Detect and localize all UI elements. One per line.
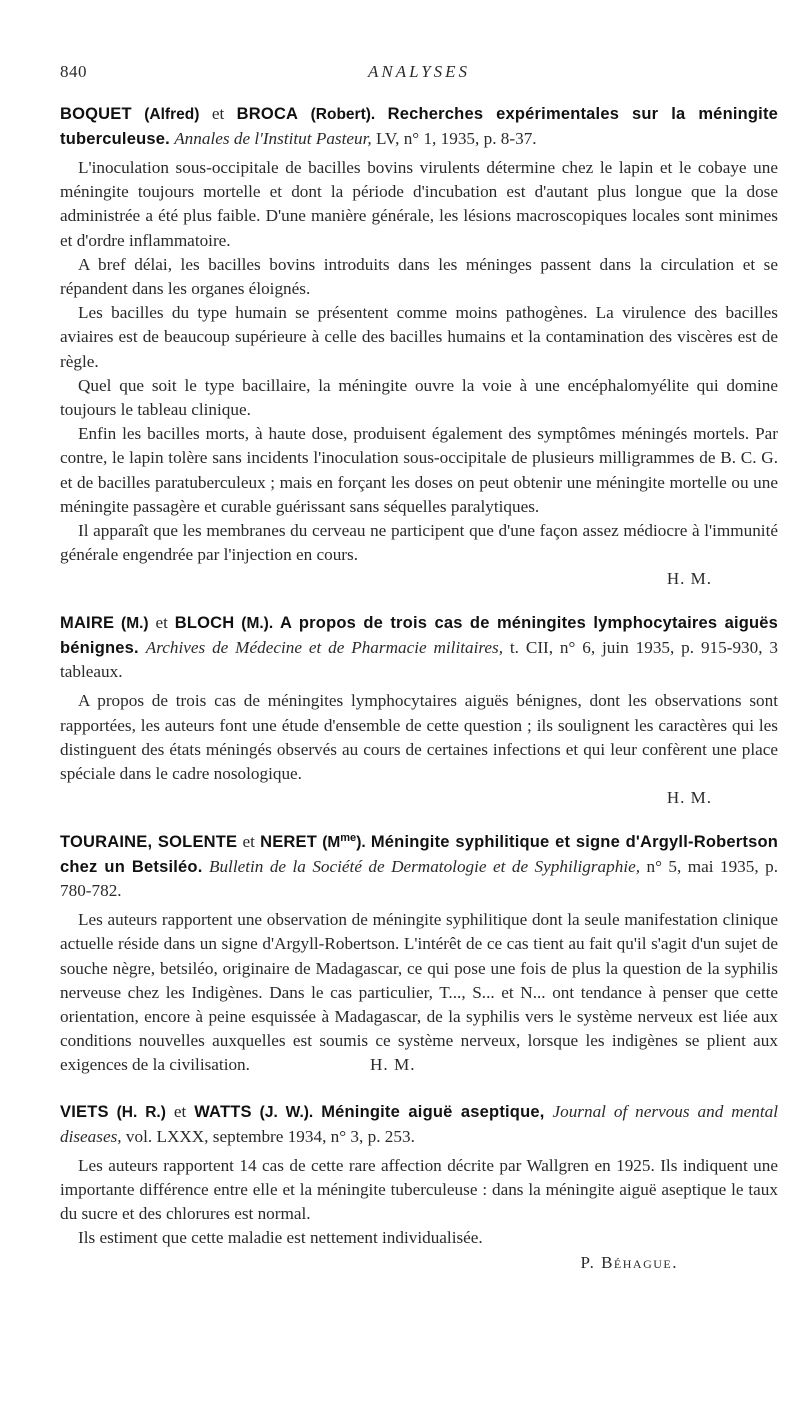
author-name: WATTS (194, 1102, 252, 1121)
author-name: BOQUET (60, 105, 132, 123)
article-title: Méningite aiguë aseptique, (321, 1102, 545, 1121)
author-title-prefix: (M (322, 834, 341, 852)
abstract-paragraph: L'inoculation sous-occipitale de bacilles bovins virulents détermine chez le lapin et le cobaye une méningite toujours mortelle et dont la période d'incubation est d'autant plus longue que la dose administrée a été plus faible. D'une manière générale, les lésions macroscopiques locales sont minimes et d'ordre inflammatoire. (60, 158, 778, 250)
journal-name: Bulletin de la Société de Dermatologie et de Syphiligraphie, (208, 857, 641, 877)
abstract-paragraph: Enfin les bacilles morts, à haute dose, produisent également des symptômes méningés mortels. Par contre, le lapin tolère sans incidents l'inoculation sous-occipitale de plusieurs milligrammes de B. C. G. et de bacilles paratuberculeux ; mais en forçant les doses on peut obtenir une méningite mortelle ou une méningite passagère et curable guérissant sans séquelles paralytiques. (60, 424, 778, 516)
conjunction: et (211, 104, 225, 123)
conjunction: et (173, 1101, 187, 1121)
abstract-paragraph: A bref délai, les bacilles bovins introduits dans les méninges passent dans la circulation et se répandent dans les organes éloignés. (60, 254, 778, 299)
reviewer-signature: H. M. (369, 1055, 416, 1075)
conjunction: et (155, 613, 168, 633)
author-name: NERET (260, 833, 317, 852)
page-number: 840 (60, 62, 87, 81)
abstract-entry (60, 611, 778, 808)
abstract-paragraph: Il apparaît que les membranes du cerveau ne participent que d'une façon assez médiocre à l'immunité générale engendrée par l'injection en cours. (60, 521, 778, 565)
reviewer-signature: H. M. (666, 569, 712, 589)
citation (60, 611, 778, 684)
author-firstname: (Alfred) (144, 106, 200, 123)
author-firstname: (J. W.). (259, 1103, 314, 1121)
author-name: BLOCH (174, 614, 235, 633)
article-title: Méningite syphilitique et signe d'Argyll-Robertson chez un Betsiléo. (60, 833, 778, 877)
abstract-entry (60, 102, 778, 589)
journal-reference: n° 5, mai 1935, p. 780-782. (60, 857, 778, 901)
author-firstname (322, 834, 365, 851)
abstract-paragraph: Les auteurs rapportent 14 cas de cette rare affection décrite par Wallgren en 1925. Ils indiquent une importante différence entre elle et la méningite tuberculeuse : dans la méningite aiguë aseptique le taux du sucre et des chlorures est normal. (60, 1155, 778, 1224)
running-head: ANALYSES (367, 62, 471, 81)
author-firstname: (M.) (121, 615, 149, 633)
reviewer-signature: H. M. (666, 788, 712, 808)
abstract-text: Les auteurs rapportent une observation de méningite syphilitique dont la seule manifestation clinique actuelle réside dans un signe d'Argyll-Robertson. L'intérêt de ce cas tient au fait qu'il s'agit d'un sujet de souche nègre, betsiléo, originaire de Madagascar, ce qui pose une fois de plus la question de la syphilis nerveuse chez les Indigènes. Dans le cas particulier, T..., S... et N... ont tendance à penser que cette orientation, encore à peine esquissée à Madagascar, de la syphilis vers le système nerveux est liée aux conditions nouvelles auxquelles est soumis ce système nerveux, lorsque les indigènes se plient aux exigences de la civilisation. (60, 910, 778, 1075)
abstract-entry (60, 1100, 778, 1273)
author-firstname: (Robert). (310, 106, 376, 123)
abstract-paragraph: Les bacilles du type humain se présentent comme moins pathogènes. La virulence des bacilles aviaires est de beaucoup supérieure à celle des bacilles humains et la contamination des viscères est de règle. (60, 303, 778, 371)
abstract-paragraph: Quel que soit le type bacillaire, la méningite ouvre la voie à une encéphalomyélite qui domine toujours le tableau clinique. (60, 375, 778, 420)
reviewer-signature: P. Béhague. (580, 1252, 678, 1272)
author-title-superscript: me (340, 832, 357, 845)
journal-name: Archives de Médecine et de Pharmacie militaires, (145, 638, 504, 658)
author-name: MAIRE (60, 614, 115, 633)
abstract-entry (60, 830, 778, 1077)
article-title: A propos de trois cas de méningites lymphocytaires aiguës bénignes. (60, 614, 779, 658)
journal-name: Journal of nervous and mental diseases, (60, 1101, 779, 1146)
journal-name: Annales de l'Institut Pasteur, (174, 129, 372, 148)
article-title: Recherches expérimentales sur la méningite tuberculeuse. (60, 105, 779, 148)
document-page (60, 62, 778, 1273)
abstract-paragraph: A propos de trois cas de méningites lymphocytaires aiguës bénignes, dont les observations sont rapportées, les auteurs font une étude d'ensemble de cette question ; ils soulignent les caractères qui les distinguent des états méningés observés au cours de certaines infections et qui leur confèrent une place spéciale dans le cadre nosologique. (60, 691, 778, 784)
page-header (60, 62, 778, 92)
author-title-suffix: ). (356, 834, 366, 852)
journal-reference: LV, n° 1, 1935, p. 8-37. (375, 129, 537, 148)
conjunction: et (242, 832, 255, 852)
abstract-paragraph: Ils estiment que cette maladie est nettement individualisée. (78, 1228, 483, 1248)
author-firstname: (H. R.) (116, 1103, 166, 1121)
citation (60, 102, 778, 151)
author-name: BROCA (236, 105, 299, 123)
journal-reference: vol. LXXX, septembre 1934, n° 3, p. 253. (125, 1126, 415, 1146)
citation (60, 830, 778, 903)
journal-reference: t. CII, n° 6, juin 1935, p. 915-930, 3 tableaux. (60, 638, 778, 682)
abstract-paragraph (60, 908, 778, 1077)
author-name: TOURAINE, SOLENTE (60, 833, 238, 852)
author-name: VIETS (60, 1102, 109, 1121)
author-firstname: (M.). (241, 615, 274, 633)
citation (60, 1100, 778, 1149)
